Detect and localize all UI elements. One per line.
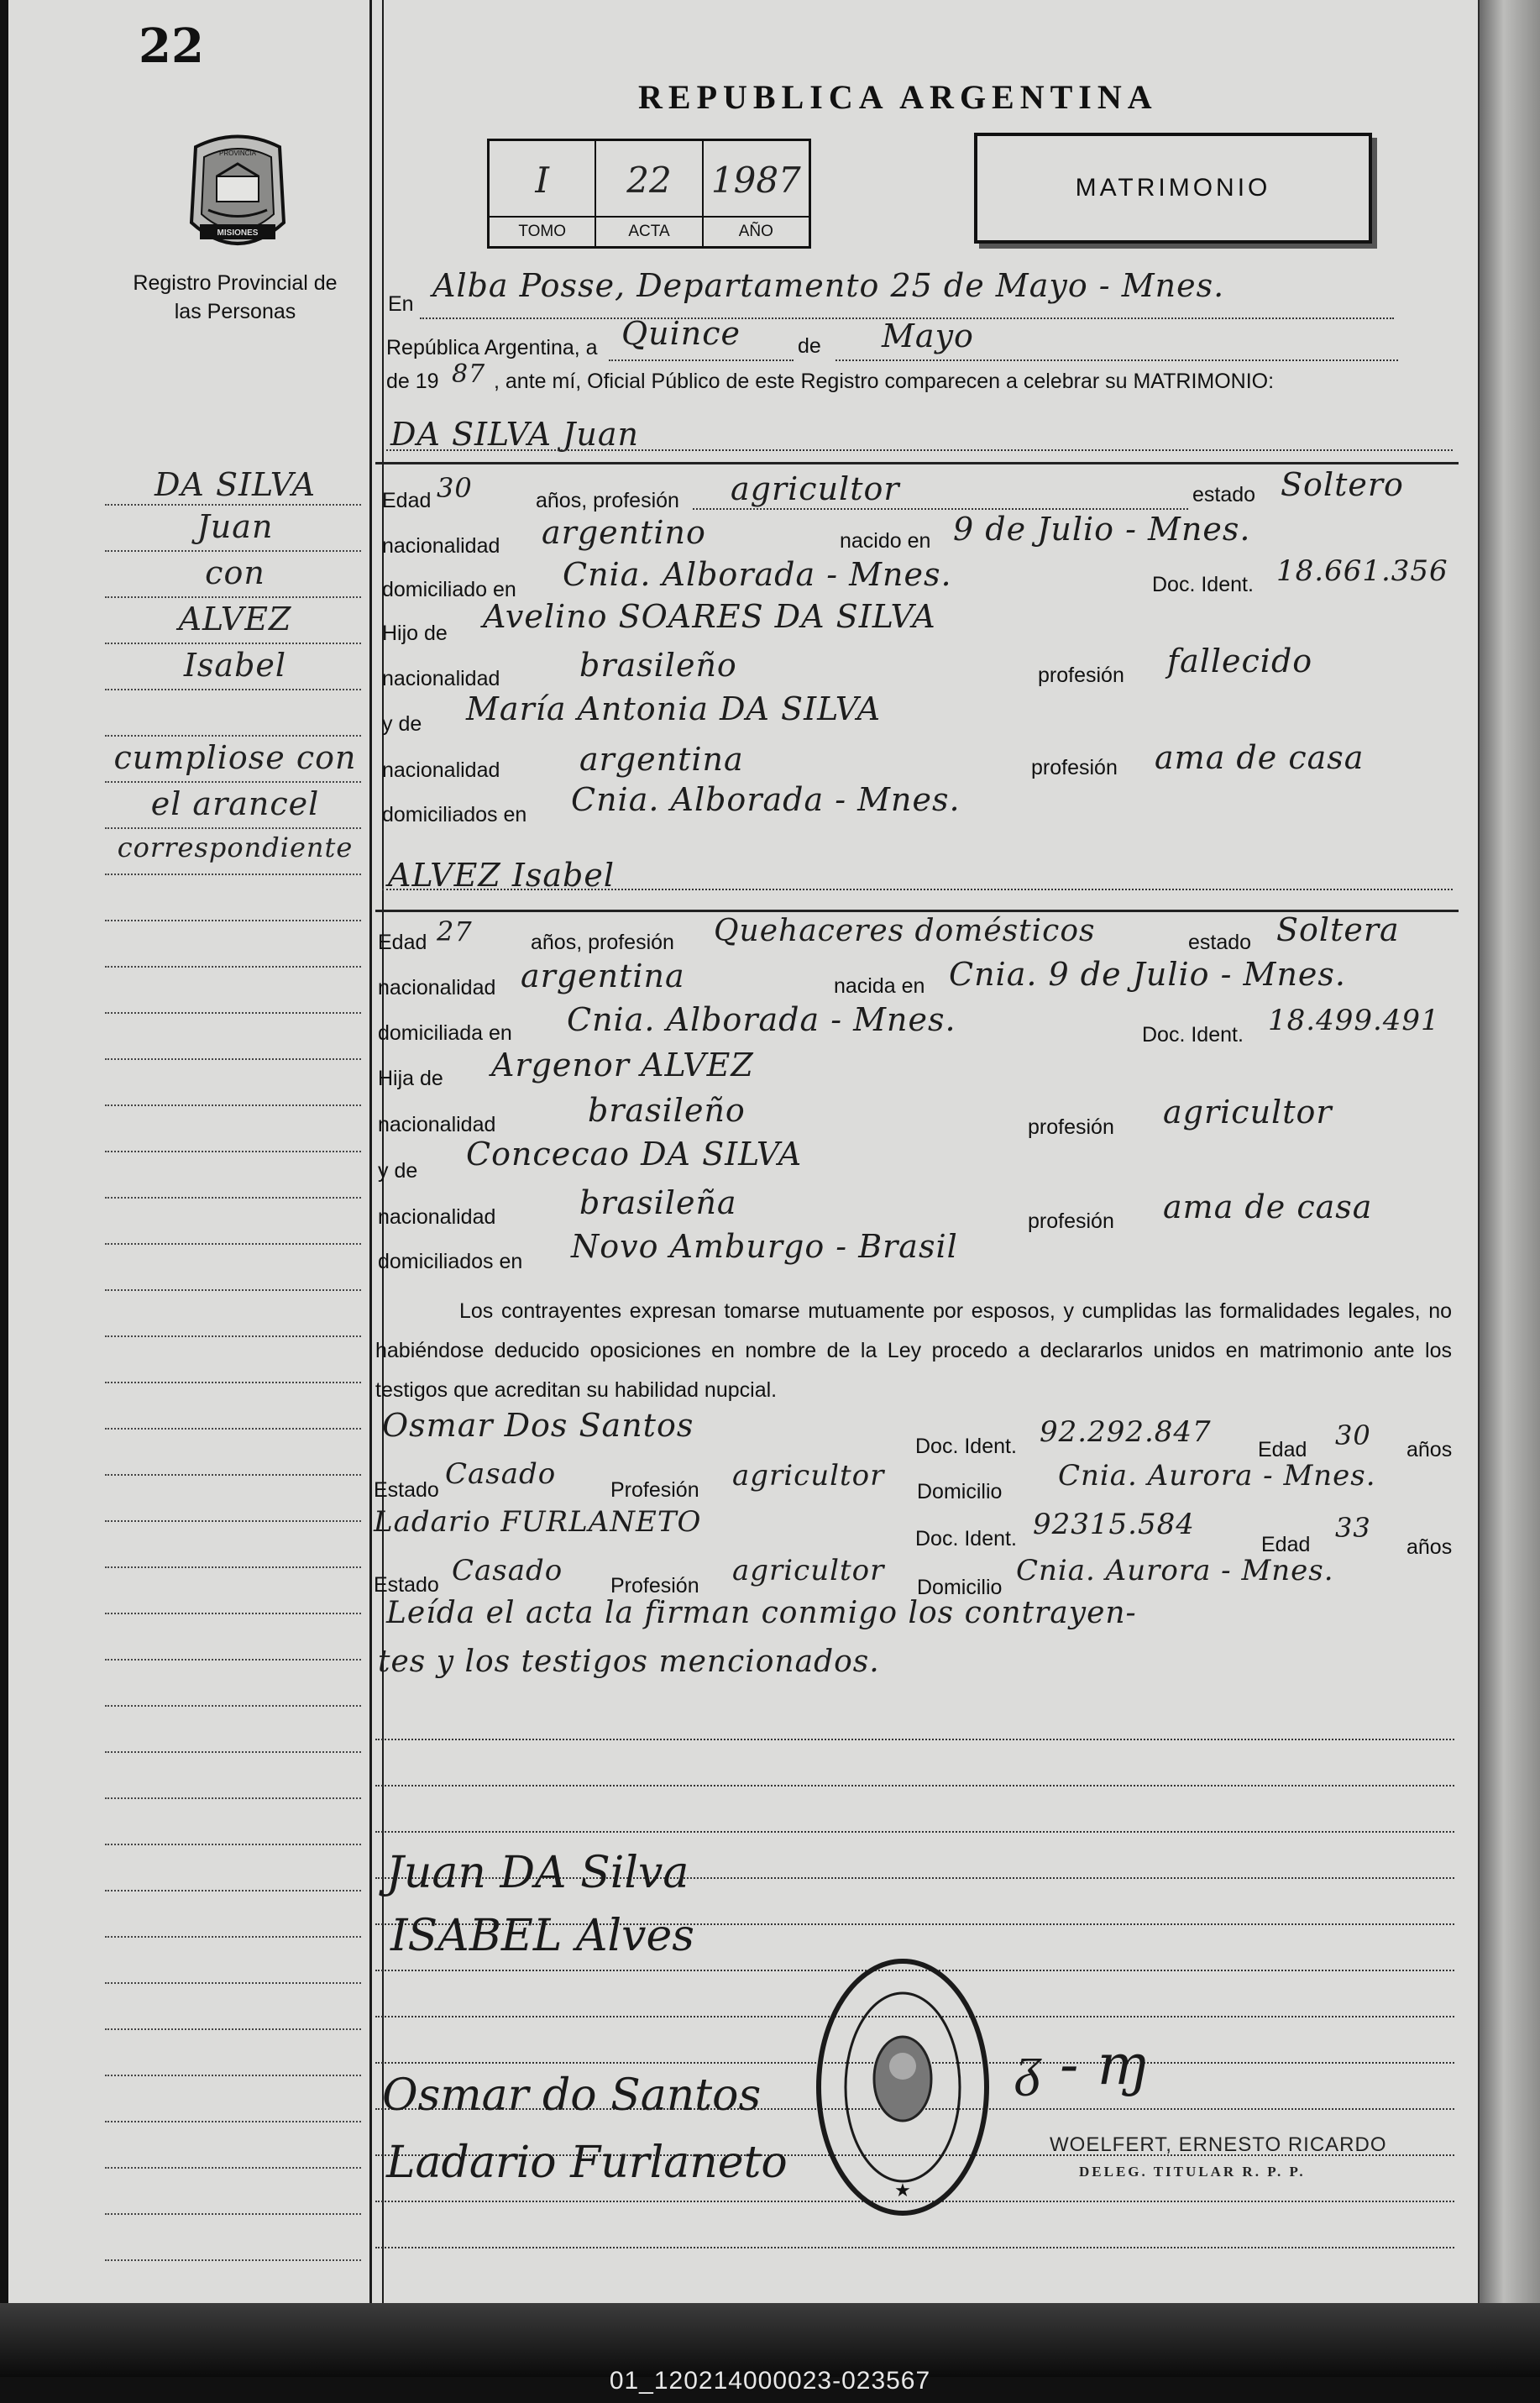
witness1-civil-status: Casado — [445, 1457, 557, 1491]
en-label: En — [388, 292, 414, 316]
bride-edad-label: Edad — [378, 931, 427, 954]
margin-column — [0, 0, 369, 2303]
binding-edge — [1480, 0, 1540, 2303]
margin-ruled-line — [105, 1151, 361, 1152]
groom-mother-label: y de — [382, 712, 422, 736]
margin-note-line: cumpliose con — [113, 739, 357, 776]
marriage-day: Quince — [621, 315, 741, 352]
witness2-edad-label: Edad — [1261, 1533, 1311, 1556]
bride-signature: ISABEL Alves — [390, 1911, 694, 1961]
bride-profession-label: años, profesión — [531, 931, 674, 954]
ano-label: AÑO — [704, 216, 809, 246]
groom-name-line — [386, 449, 1453, 451]
scan-bottom-band — [0, 2303, 1540, 2377]
month-line — [835, 359, 1398, 361]
bride-birthplace: Cnia. 9 de Julio - Mnes. — [949, 956, 1347, 993]
witness1-estado-label: Estado — [374, 1478, 439, 1502]
bride-age: 27 — [437, 916, 473, 947]
margin-ruled-line — [105, 1982, 361, 1984]
tomo-cell — [490, 141, 596, 246]
groom-mother-nationality-label: nacionalidad — [382, 758, 500, 782]
body-ruled-line — [375, 1831, 1454, 1833]
svg-text:★: ★ — [894, 2180, 911, 2201]
margin-ruled-line — [105, 827, 361, 829]
margin-ruled-line — [105, 596, 361, 598]
acta-cell — [596, 141, 703, 246]
marriage-year: 87 — [452, 359, 486, 389]
acta-value: 22 — [626, 160, 672, 201]
bride-nationality-label: nacionalidad — [378, 976, 496, 1000]
bride-father-nationality-label: nacionalidad — [378, 1113, 496, 1136]
witness2-doc: 92315.584 — [1033, 1508, 1195, 1541]
witness2-profession: agricultor — [732, 1554, 885, 1587]
groom-signature: Juan DA Silva — [386, 1848, 689, 1898]
tomo-label: TOMO — [490, 216, 595, 246]
bride-nationality: argentina — [521, 958, 685, 994]
groom-mother-profession: ama de casa — [1155, 739, 1365, 776]
margin-ruled-line — [105, 2259, 361, 2261]
groom-nationality-label: nacionalidad — [382, 534, 500, 558]
bride-address-label: domiciliada en — [378, 1021, 512, 1045]
witness2-signature: Ladario Furlaneto — [386, 2138, 788, 2188]
official-name: WOELFERT, ERNESTO RICARDO — [1050, 2133, 1387, 2156]
margin-ruled-line — [105, 1566, 361, 1568]
margin-ruled-line — [105, 1797, 361, 1799]
groom-birthplace: 9 de Julio - Mnes. — [953, 511, 1251, 548]
witness1-name: Osmar Dos Santos — [382, 1407, 694, 1444]
bride-father-label: Hija de — [378, 1067, 443, 1090]
bride-father-profession: agricultor — [1163, 1094, 1333, 1131]
margin-ruled-line — [105, 1613, 361, 1614]
witness1-age: 30 — [1335, 1419, 1371, 1451]
bride-profession: Quehaceres domésticos — [714, 914, 1096, 948]
ano-cell — [704, 141, 809, 246]
margin-ruled-line — [105, 1520, 361, 1522]
groom-father-nationality: brasileño — [579, 647, 737, 684]
groom-parents-address-label: domiciliados en — [382, 803, 527, 826]
page-number: 22 — [139, 18, 204, 74]
de-label: de — [798, 334, 821, 358]
margin-note-line: con — [205, 554, 265, 591]
groom-mother-nationality: argentina — [579, 741, 744, 778]
bride-civil-status: Soltera — [1276, 911, 1400, 948]
svg-text:PROVINCIA: PROVINCIA — [218, 150, 257, 157]
registry-stamp-icon — [810, 1953, 995, 2222]
groom-father-label: Hijo de — [382, 622, 448, 645]
margin-ruled-line — [105, 643, 361, 644]
groom-father-nationality-label: nacionalidad — [382, 667, 500, 690]
svg-text:MISIONES: MISIONES — [217, 228, 259, 238]
body-ruled-line — [375, 1739, 1454, 1740]
margin-ruled-line — [105, 1012, 361, 1014]
margin-ruled-line — [105, 2213, 361, 2215]
witness1-doc-label: Doc. Ident. — [915, 1435, 1017, 1458]
witness1-profession-label: Profesión — [610, 1478, 699, 1502]
groom-profession-label: años, profesión — [536, 489, 679, 512]
groom-parents-address: Cnia. Alborada - Mnes. — [571, 781, 961, 818]
bride-father-profession-label: profesión — [1028, 1115, 1114, 1139]
margin-ruled-line — [105, 2121, 361, 2122]
margin-ruled-line — [105, 1058, 361, 1060]
marriage-place: Alba Posse, Departamento 25 de Mayo - Mnes. — [432, 267, 1225, 304]
province-seal-icon — [183, 130, 292, 256]
groom-estado-label: estado — [1192, 483, 1256, 506]
bride-mother-profession: ama de casa — [1163, 1188, 1373, 1225]
witness1-domicilio-label: Domicilio — [917, 1480, 1003, 1503]
body-ruled-line — [375, 2247, 1454, 2248]
ano-value: 1987 — [710, 160, 801, 201]
groom-profession-line — [693, 508, 1188, 510]
marriage-month: Mayo — [882, 317, 974, 354]
margin-rule-inner — [382, 0, 384, 2303]
witness1-edad-label: Edad — [1258, 1438, 1307, 1461]
body-ruled-line — [375, 1785, 1454, 1787]
groom-address-label: domiciliado en — [382, 578, 516, 601]
acta-label: ACTA — [596, 216, 701, 246]
declaration-paragraph: Los contrayentes expresan tomarse mutuamente por esposos, y cumplidas las formalidades legales, no habiéndose deducido oposiciones en nombre de la Ley procedo a declararlos unidos en matrimonio ante los testigos que acreditan su habilidad nupcial. — [375, 1299, 1452, 1402]
book-reference-box — [487, 139, 811, 249]
margin-ruled-line — [105, 1104, 361, 1106]
bride-name-line — [382, 889, 1453, 890]
groom-doc: 18.661.356 — [1276, 554, 1448, 588]
bride-mother-nationality: brasileña — [579, 1184, 737, 1221]
margin-ruled-line — [105, 2075, 361, 2076]
margin-ruled-line — [105, 1243, 361, 1245]
witness2-estado-label: Estado — [374, 1573, 439, 1597]
document-title: REPUBLICA ARGENTINA — [638, 78, 1158, 116]
margin-note-line: Isabel — [183, 647, 287, 684]
witness1-signature: Osmar do Santos — [382, 2070, 762, 2121]
bride-doc: 18.499.491 — [1268, 1004, 1440, 1037]
margin-ruled-line — [105, 1382, 361, 1383]
tomo-value: I — [535, 160, 549, 201]
bride-parents-address: Novo Amburgo - Brasil — [571, 1228, 958, 1265]
margin-ruled-line — [105, 1936, 361, 1938]
groom-civil-status: Soltero — [1281, 466, 1404, 503]
margin-ruled-line — [105, 1335, 361, 1337]
margin-ruled-line — [105, 1197, 361, 1199]
witness2-domicilio-label: Domicilio — [917, 1576, 1003, 1599]
witness1-anos-label: años — [1406, 1438, 1453, 1461]
closing-line-1: Leída el acta la firman conmigo los contrayen- — [386, 1596, 1137, 1630]
witness2-address: Cnia. Aurora - Mnes. — [1016, 1554, 1334, 1587]
margin-ruled-line — [105, 1474, 361, 1476]
scan-file-label: 01_120214000023-023567 — [609, 2367, 931, 2395]
margin-ruled-line — [105, 966, 361, 968]
margin-note-line: el arancel — [150, 785, 320, 822]
republic-label: República Argentina, a — [386, 336, 598, 359]
margin-ruled-line — [105, 920, 361, 921]
bride-mother-label: y de — [378, 1159, 418, 1183]
bride-doc-label: Doc. Ident. — [1142, 1023, 1244, 1047]
witness2-doc-label: Doc. Ident. — [915, 1527, 1017, 1550]
margin-ruled-line — [105, 550, 361, 552]
margin-ruled-line — [105, 689, 361, 690]
margin-ruled-line — [105, 874, 361, 875]
groom-born-label: nacido en — [840, 529, 931, 553]
year-prefix: de 19 — [386, 370, 439, 393]
witness1-profession: agricultor — [732, 1459, 885, 1493]
witness2-profession-label: Profesión — [610, 1574, 699, 1598]
margin-ruled-line — [105, 1751, 361, 1753]
bride-father: Argenor ALVEZ — [491, 1047, 754, 1083]
bride-parents-address-label: domiciliados en — [378, 1250, 523, 1273]
registry-office-label: Registro Provincial de las Personas — [133, 271, 338, 323]
bride-mother: Concecao DA SILVA — [466, 1136, 803, 1173]
margin-ruled-line — [105, 735, 361, 737]
bride-mother-profession-label: profesión — [1028, 1209, 1114, 1233]
section-divider — [375, 462, 1459, 464]
margin-ruled-line — [105, 504, 361, 506]
margin-ruled-line — [105, 1705, 361, 1707]
official-signature: ᵹ - ɱ — [1016, 2033, 1149, 2097]
margin-ruled-line — [105, 2167, 361, 2169]
witness1-address: Cnia. Aurora - Mnes. — [1058, 1459, 1376, 1493]
bride-mother-nationality-label: nacionalidad — [378, 1205, 496, 1229]
official-title: DELEG. TITULAR R. P. P. — [1079, 2164, 1306, 2180]
groom-father-profession-label: profesión — [1038, 664, 1124, 687]
margin-note-line: Juan — [196, 508, 274, 545]
groom-father-profession: fallecido — [1167, 643, 1313, 679]
groom-address: Cnia. Alborada - Mnes. — [563, 556, 952, 593]
margin-ruled-line — [105, 1289, 361, 1291]
groom-father: Avelino SOARES DA SILVA — [483, 598, 936, 635]
groom-name: DA SILVA Juan — [390, 416, 639, 453]
margin-ruled-line — [105, 2028, 361, 2030]
closing-line-2: tes y los testigos mencionados. — [378, 1645, 880, 1679]
bride-estado-label: estado — [1188, 931, 1252, 954]
groom-profession: agricultor — [731, 470, 900, 507]
bride-father-nationality: brasileño — [588, 1092, 746, 1129]
margin-note-line: correspondiente — [117, 832, 354, 863]
witness2-age: 33 — [1335, 1512, 1371, 1544]
bride-address: Cnia. Alborada - Mnes. — [567, 1001, 956, 1038]
groom-edad-label: Edad — [382, 489, 432, 512]
groom-mother-profession-label: profesión — [1031, 756, 1118, 779]
bride-name: ALVEZ Isabel — [388, 857, 615, 894]
bride-born-label: nacida en — [834, 974, 925, 998]
witness2-anos-label: años — [1406, 1535, 1453, 1559]
groom-nationality: argentino — [542, 514, 706, 551]
groom-doc-label: Doc. Ident. — [1152, 573, 1254, 596]
margin-ruled-line — [105, 1659, 361, 1661]
day-line — [609, 359, 794, 361]
appearance-text: , ante mí, Oficial Público de este Registro comparecen a celebrar su MATRIMONIO: — [494, 370, 1275, 393]
margin-rule — [369, 0, 372, 2303]
margin-ruled-line — [105, 1890, 361, 1891]
witness2-name: Ladario FURLANETO — [374, 1505, 702, 1539]
groom-age: 30 — [437, 472, 473, 504]
margin-note-line: ALVEZ — [178, 601, 292, 637]
margin-ruled-line — [105, 781, 361, 783]
witness2-civil-status: Casado — [452, 1554, 563, 1587]
margin-ruled-line — [105, 1844, 361, 1845]
groom-mother: María Antonia DA SILVA — [466, 690, 882, 727]
record-type-box: MATRIMONIO — [974, 133, 1372, 244]
witness1-doc: 92.292.847 — [1040, 1415, 1212, 1449]
margin-note-line: DA SILVA — [154, 466, 317, 503]
margin-ruled-line — [105, 1428, 361, 1430]
